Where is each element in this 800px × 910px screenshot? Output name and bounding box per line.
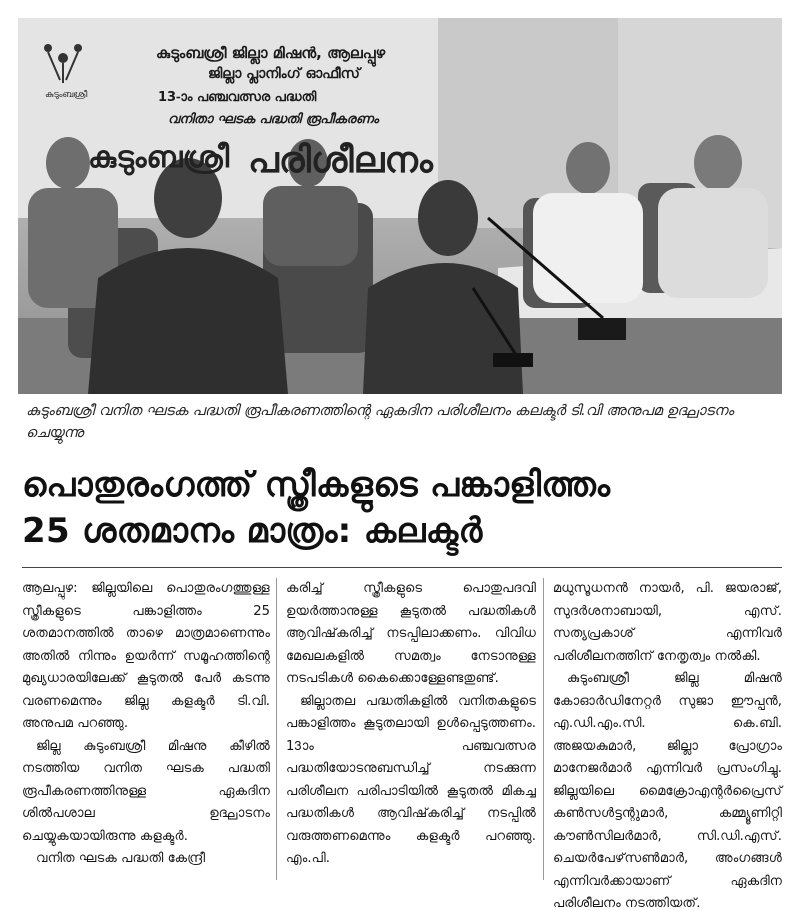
article-paragraph: ജില്ലാതല പദ്ധതികളിൽ വനിതകളുടെ പങ്കാളിത്തം കൂടുതലായി ഉൾപ്പെടുത്തണം. 13ാം പഞ്ചവത്സര പദ്ധതിയോടനുബന്ധിച്ച് നടക്കുന്ന പരിശീലന പരിപാടിയിൽ കൂടുതൽ മികച്ച പദ്ധതികൾ ആവിഷ്‌കരിച്ച് നടപ്പിൽ വരുത്തണമെന്നും കളക്ടർ പറഞ്ഞു. എം.പി.: [286, 693, 536, 866]
photo-illustration: [18, 18, 782, 394]
banner-line-3: 13-ാം പഞ്ചവത്സര പദ്ധതി: [158, 90, 317, 105]
banner-logo-text: കുടുംബശ്രീ: [45, 90, 88, 100]
banner-big-right: പരിശീലനം: [248, 140, 433, 181]
headline: [22, 462, 782, 554]
article-column-2: [286, 578, 536, 871]
headline-divider: [22, 567, 782, 568]
article-paragraph: ജില്ല കുടുംബശ്രീ മിഷനു കീഴിൽ നടത്തിയ വനിത ഘടക പദ്ധതി രൂപീകരണത്തിനുള്ള ഏകദിന ശിൽപശാല ഉദ്ഘാടനം ചെയ്യുകയായിരുന്നു കളക്ടർ.: [22, 738, 270, 844]
event-photo: [18, 18, 782, 394]
article-paragraph: വനിത ഘടക പദ്ധതി കേന്ദ്രീ: [36, 851, 206, 866]
column-divider-1: [276, 578, 277, 880]
article-column-1: [22, 578, 270, 871]
article-paragraph: മധുസൂധനൻ നായർ, പി. ജയരാജ്, സുദർശനാബായി, എസ്. സത്യപ്രകാശ് എന്നിവർ പരിശീലനത്തിന് നേതൃത്വം നൽകി.: [553, 581, 782, 664]
article-column-3: [553, 578, 782, 910]
article-paragraph: കരിച്ച് സ്ത്രീകളുടെ പൊതുപദവി ഉയർത്താനുള്ള കൂടുതൽ പദ്ധതികൾ ആവിഷ്‌കരിച്ച് നടപ്പിലാക്കണം. വിവിധ മേഖലകളിൽ സമത്വം നേടാനുള്ള നടപടികൾ കൈക്കൊള്ളേണ്ടതുണ്ട്.: [286, 581, 536, 686]
photo-caption: കുടുംബശ്രീ വനിത ഘടക പദ്ധതി രൂപീകരണത്തിന്റെ ഏകദിന പരിശീലനം കലക്ടർ ടി.വി അനുപമ ഉദ്ഘാടനം ചെയ്യുന്നു: [26, 403, 734, 441]
banner-line-1: കുടുംബശ്രീ ജില്ലാ മിഷൻ, ആലപ്പുഴ: [156, 44, 386, 62]
banner-line-2: ജില്ലാ പ്ലാനിംഗ് ഓഫീസ്: [208, 66, 360, 82]
banner-line-4: വനിതാ ഘടക പദ്ധതി രൂപീകരണം: [168, 112, 379, 127]
article-paragraph: കുടുംബശ്രീ ജില്ല മിഷൻ കോഓർഡിനേറ്റർ സുജാ ഈപ്പൻ, എ.ഡി.എം.സി. കെ.ബി. അജയകുമാർ, ജില്ലാ പ്രോഗ്രാം മാനേജർമാർ എന്നിവർ പ്രസംഗിച്ചു. ജില്ലയിലെ മൈക്രോഎന്റർപ്രൈസ് കൺസൾട്ടന്റുമാർ, കമ്മ്യൂണിറ്റി കൗൺസിലർമാർ, സി.ഡി.എസ്. ചെയർപേഴ്‌സൺമാർ, അംഗങ്ങൾ എന്നിവർക്കായാണ് ഏകദിന പരിശീലനം നടത്തിയത്.: [553, 671, 782, 910]
banner-big-left: കുടുംബശ്രീ: [88, 140, 230, 175]
article-paragraph: ആലപ്പുഴ: ജില്ലയിലെ പൊതുരംഗത്തുള്ള സ്ത്രീകളുടെ പങ്കാളിത്തം 25 ശതമാനത്തിൽ താഴെ മാത്രമാണെന്നും അതിൽ നിന്നും ഉയർന്ന് സമൂഹത്തിന്റെ മുഖ്യധാരയിലേക്ക് കൂടുതൽ പേർ കടന്നു വരണമെന്നും ജില്ല കളക്ടർ ടി.വി. അനുപമ പറഞ്ഞു.: [22, 581, 270, 731]
column-divider-2: [543, 578, 544, 880]
headline-line-2: 25 ശതമാനം മാത്രം: കലക്ടർ: [22, 511, 483, 551]
headline-line-1: പൊതുരംഗത്ത് സ്ത്രീകളുടെ പങ്കാളിത്തം: [22, 465, 611, 505]
